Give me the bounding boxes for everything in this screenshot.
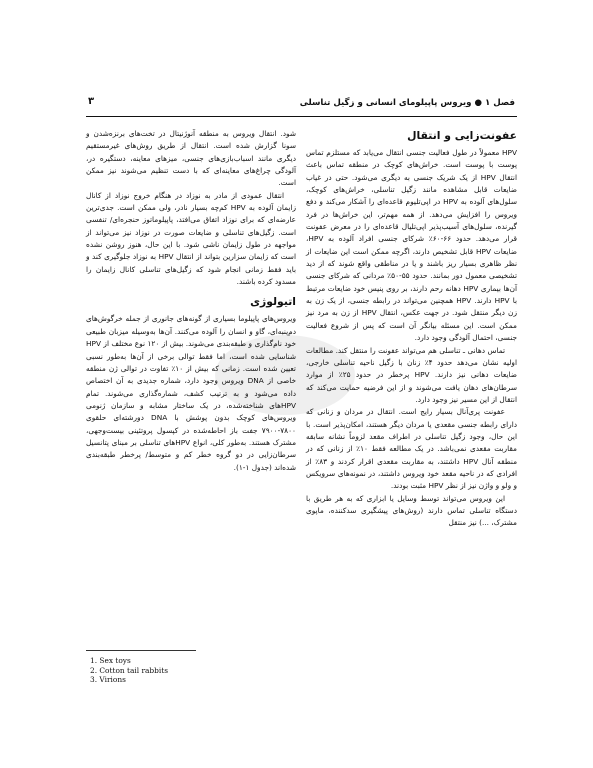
- paragraph: ویروس‌های پاپیلوما بسیاری از گونه‌های جانوری از جمله خرگوش‌های دم‌پنبه‌ای، گاو و انسان را آلوده می‌کنند. آن‌ها به‌وسیله میزبان طبیعی خود نام‌گذاری و طبقه‌بندی می‌شوند. بیش از ۱۲۰ نوع مختلف از HPV شناسایی شده است، اما فقط توالی برخی از آن‌ها به‌طور نسبی تعیین شده است. زمانی که بیش از ۱۰٪ تفاوت در توالی ژن منطقه خاصی از DNA ویروس وجود دارد، شماره جدیدی به آن اختصاص داده می‌شود و به ترتیب کشف، شماره‌گذاری می‌شوند. تمام HPVهای شناخته‌شده، در یک ساختار مشابه و سازمان ژنومی ویروس‌های کوچک بدون پوشش با DNA دورشته‌ای حلقوی ۷۸۰۰-۷۹۰۰ جفت باز احاطه‌شده در کپسول پروتئینی بیست‌وجهی، مشترک هستند. به‌طور کلی، انواع HPVهای تناسلی بر مبنای پتانسیل سرطان‌زایی در دو گروه خطر کم و متوسط/ پرخطر طبقه‌بندی شده‌اند (جدول ۱-۱).: [86, 314, 297, 472]
- paragraph: شود. انتقال ویروس به منطقه آنوژنیتال در تخت‌های برنزه‌شدن و سونا گزارش شده است. انتقال از طریق روش‌های غیرمستقیم دیگری مانند اسباب‌بازی‌های جنسی، میزهای معاینه، دستگیره در، آلودگی چراغ‌های معاینه‌ای که با دست تنظیم می‌شوند نیز ممکن است.: [86, 129, 296, 188]
- paragraph: HPV معمولاً در طول فعالیت جنسی انتقال می‌یابد که مستلزم تماس پوست با پوست است. خراش‌های کوچک در منطقه تماس باعث انتقال HPV از یک شریک جنسی به دیگری می‌شود. حتی در غیاب ضایعات قابل مشاهده مانند زگیل تناسلی، خراش‌های کوچک، سلول‌های آلوده به HPV در اپی‌تلیوم قاعده‌ای را آشکار می‌کند و دفع ویروس را افزایش می‌دهد. از همه مهم‌تر، این خراش‌ها در فرد گیرنده، سلول‌های آسیب‌پذیر اپی‌تلیال قاعده‌ای را در معرض عفونت قرار می‌دهد. حدود ۶۶-۶۰٪ شرکای جنسی افراد آلوده به HPV، ضایعات HPV قابل تشخیص دارند، اگرچه ممکن است این ضایعات از نظر ظاهری بسیار ریز باشند و یا در مناطقی واقع شوند که از دید تشخیصی معمول دور بمانند. حدود ۵۵-۵۰٪ مردانی که شرکای جنسی آن‌ها بیماری HPV دهانه رحم دارند، بر روی پنیس خود ضایعات مرتبط با HPV دارند. HPV همچنین می‌تواند در رابطه جنسی، از یک زن به زن دیگر منتقل شود. در جهت عکس، انتقال HPV از زن به مرد نیز ممکن است. این مسئله بیانگر آن است که پس از شروع فعالیت جنسی، احتمال آلودگی وجود دارد.: [306, 148, 518, 343]
- footnotes: [90, 656, 290, 685]
- left-column: [86, 128, 296, 474]
- section-heading-transmission: عفونت‌زایی و انتقال: [407, 129, 517, 142]
- section-heading-etiology: اتیولوژی: [250, 295, 296, 309]
- footnote-rule: [86, 650, 196, 651]
- footnote: 1. Sex toys: [90, 656, 131, 665]
- paragraph: عفونت پری‌آنال بسیار رایج است. انتقال در مردان و زنانی که دارای رابطه جنسی مقعدی یا مردان دیگر هستند، امکان‌پذیر است. با این حال، وجود زگیل تناسلی در اطراف مقعد لزوماً نشانه سابقه مقاربت مقعدی نمی‌باشد. در یک مطالعه فقط ۱۰٪ از زنانی که در منطقه آنال HPV داشتند، به مقاربت مقعدی اقرار کردند و ۸۳٪ از افرادی که در ناحیه مقعد خود ویروس داشتند، در نمونه‌های سرویکس و ولو و واژن نیز از نظر HPV مثبت بودند.: [306, 407, 518, 491]
- paragraph: این ویروس می‌تواند توسط وسایل یا ابزاری که به هر طریق با دستگاه تناسلی تماس دارند (روش‌های پیشگیری سدکننده، ماپوی مشترک، ...) نیز منتقل: [306, 493, 517, 528]
- paragraph: تماس دهانی ـ تناسلی هم می‌تواند عفونت را منتقل کند. مطالعات اولیه نشان می‌دهد حدود ۴٪ زنان با زگیل ناحیه تناسلی خارجی، ضایعات دهانی نیز دارند. HPV پرخطر در حدود ۲۵٪ از موارد سرطان‌های دهان یافت می‌شوند و از این فرضیه حمایت می‌کند که انتقال از این مسیر نیز وجود دارد.: [306, 345, 517, 404]
- paragraph: انتقال عمودی از مادر به نوزاد در هنگام خروج نوزاد از کانال زایمان آلوده به HPV کم‌چه بسیار نادر، ولی ممکن است. جدی‌ترین عارضه‌ای که برای نوزاد اتفاق می‌افتد، پاپیلوماتوز حنجره‌ای/ تنفسی است. زگیل‌های تناسلی و ضایعات صورت در نوزاد نیز می‌تواند از مواجهه در طول زایمان ناشی شود. با این حال، هنوز روشن نشده است که زایمان سزارین بتواند از انتقال HPV به نوزاد جلوگیری کند و باید فقط زمانی انجام شود که زگیل‌های تناسلی کانال زایمان را مسدود کرده باشند.: [86, 190, 296, 287]
- page-number: ۳: [88, 96, 95, 107]
- footnote: 3. Virions: [90, 675, 126, 685]
- header-rule: [86, 116, 517, 117]
- footnote: 2. Cotton tail rabbits: [90, 665, 168, 675]
- running-title: فصل ۱ ● ویروس پاپیلومای انسانی و زگیل تناسلی: [299, 98, 515, 108]
- right-column: [306, 128, 517, 530]
- page-header: [86, 96, 517, 112]
